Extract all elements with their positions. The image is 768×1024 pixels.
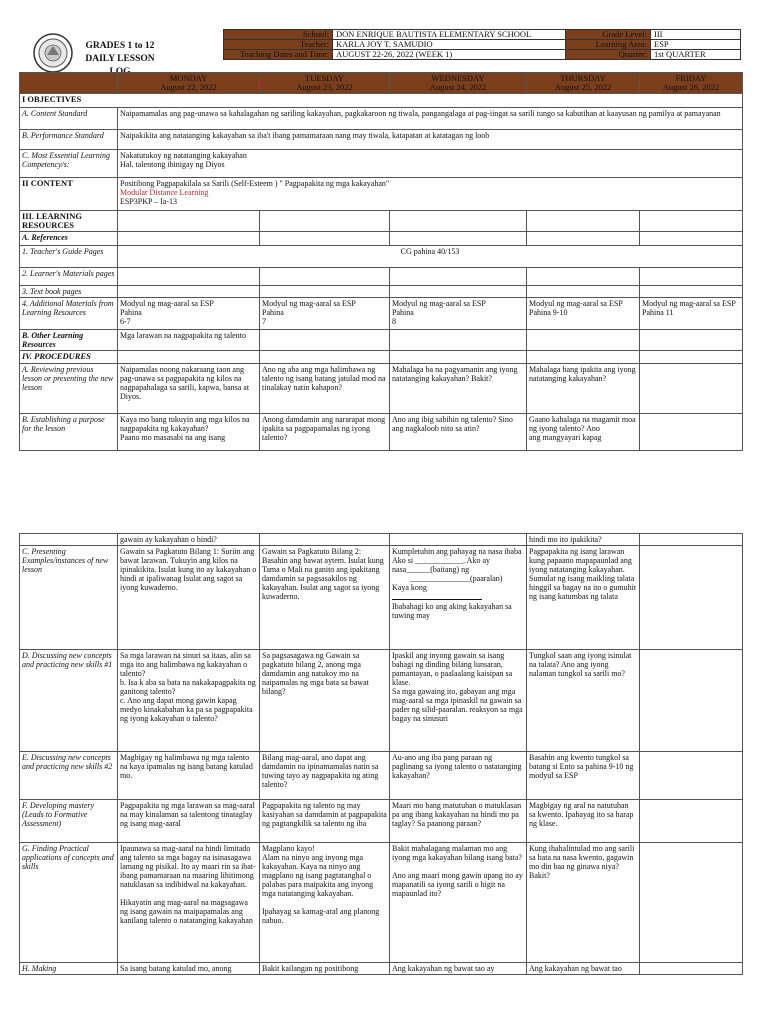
procedure-d-thursday: Tungkol saan ang iyong isinulat na talata? Ano ang iyong nalaman tungkol sa sarili mo? bbox=[527, 650, 640, 752]
procedure-h-wednesday: Ang kakayahan ng bawat tao ay bbox=[390, 963, 527, 975]
procedure-d-wednesday: Ipaskil ang inyong gawain sa isang bahagi ng dinding bilang lunsaran, pamantayan, o paalaalang kaisipan sa klase. Sa mga gawaing ito, gabayan ang mga mag-aaral sa mga ipinaskil na gawain sa pader ng silid-paaralan. reaksyon sa mga bagay na sinusuri bbox=[390, 650, 527, 752]
deped-seal-icon bbox=[33, 33, 73, 73]
procedure-b-label: B. Establishing a purpose for the lesson bbox=[20, 414, 118, 451]
procedure-a-wednesday: Mahalaga ba na pagyamanin ang iyong natatanging kakayahan? Bakit? bbox=[390, 364, 527, 414]
school-value: DON ENRIQUE BAUTISTA ELEMENTARY SCHOOL bbox=[333, 30, 566, 40]
dates-label: Teaching Dates and Time: bbox=[224, 50, 333, 60]
additional-thursday: Modyul ng mag-aaral sa ESP Pahina 9-10 bbox=[527, 298, 640, 330]
area-value: ESP bbox=[651, 40, 741, 50]
procedure-b-tuesday: Anong damdamin ang nararapat mong ipakita sa pagpapamalas ng iyong talento? bbox=[260, 414, 390, 451]
teacher-value: KARLA JOY T. SAMUDIO bbox=[333, 40, 566, 50]
teachers-guide-value: CG pahina 40/153 bbox=[118, 246, 743, 268]
header-info-table bbox=[223, 29, 741, 60]
competency-label: C. Most Essential Learning Competency/s: bbox=[20, 150, 118, 178]
procedure-h-monday: Sa isang batang katulad mo, anong bbox=[118, 963, 260, 975]
performance-standard-label: B. Performance Standard bbox=[20, 130, 118, 150]
textbook-label: 3. Text book pages bbox=[20, 286, 118, 298]
procedure-a-monday: Naipamalas noong nakaraang taon ang pag-unawa sa pagpapakita ng kilos na nagpapahalaga sa sarili, kapwa, bansa at Diyos. bbox=[118, 364, 260, 414]
day-header-wednesday: WEDNESDAY August 24, 2022 bbox=[390, 73, 527, 94]
log-title: DAILY LESSON bbox=[85, 54, 155, 64]
quarter-value: 1st QUARTER bbox=[651, 50, 741, 60]
day-header-monday: MONDAY August 22, 2022 bbox=[118, 73, 260, 94]
procedure-b-thursday: Gaano kahalaga na magamit moa ng iyong talento? Ano ang mangyayari kapag bbox=[527, 414, 640, 451]
dates-value: AUGUST 22-26, 2022 (WEEK 1) bbox=[333, 50, 566, 60]
day-header-tuesday: TUESDAY August 23, 2022 bbox=[260, 73, 390, 94]
procedure-c-label: C. Presenting Examples/instances of new lesson bbox=[20, 546, 118, 650]
objectives-title: I OBJECTIVES bbox=[20, 94, 743, 108]
page-1 bbox=[0, 0, 768, 470]
procedure-c-wednesday: Kumpletuhin ang pahayag na nasa ibaba Ako si ____________. Ako ay nasa______(baitang) ng _______________(paaralan) Kaya kong Ibabahagi ko ang aking kakayahan sa tuwing may bbox=[390, 546, 527, 650]
competency-line-2: Hal. talentong ibinigay ng Diyos bbox=[120, 160, 225, 169]
procedure-h-label: H. Making bbox=[20, 963, 118, 975]
content-title: II CONTENT bbox=[20, 178, 118, 211]
procedure-g-wednesday: Bakit mahalagang malaman mo ang iyong mga kakayahan bilang isang bata? Ano ang maari mong gawin upang ito ay mapanatili sa iyong sarili o higit na mapaunlad ito? bbox=[390, 843, 527, 963]
procedure-b-monday-cont: gawain ay kakayahan o hindi? bbox=[118, 534, 260, 546]
procedure-c-thursday: Pagpapakita ng isang larawan kung papaano mapapaunlad ang iyong natatanging kakayahan. Sumulat ng isang maikling talata hinggil sa bagay na ito o gumuhit ng isang katumbas ng talata bbox=[527, 546, 640, 650]
procedure-h-tuesday: Bakit kailangan ng positibong bbox=[260, 963, 390, 975]
lesson-log-table-page-1 bbox=[19, 72, 743, 451]
content-line-3: ESP3PKP – Ia-13 bbox=[120, 197, 178, 206]
procedure-a-label: A. Reviewing previous lesson or presenting the new lesson bbox=[20, 364, 118, 414]
procedure-d-monday: Sa mga larawan na sinuri sa itaas, alin sa mga ito ang halimbawa ng kakayahan o talento? b. Isa k aba sa bata na nakakapagpakita ng ganitong talento? c. Ano ang dapat mong gawin kapag medyo kinakabahan ka pa sa pagpapakita ng iyong kakayahan o talento? bbox=[118, 650, 260, 752]
procedure-d-tuesday: Sa pagsasagawa ng Gawain sa pagkatuto bilang 2, anong mga damdamin ang natukoy mo na naipamalas ng mga bata sa bawat bilang? bbox=[260, 650, 390, 752]
procedure-b-thursday-cont: hindi mo ito ipakikita? bbox=[527, 534, 640, 546]
procedure-e-thursday: Basahin ang kwento tungkol sa batang si Ento sa pahina 9-10 ng modyul sa ESP bbox=[527, 752, 640, 800]
procedure-c-monday: Gawain sa Pagkatuto Bilang 1: Suriin ang bawat larawan. Tukuyin ang kilos na ipinakikita. Isulat kung ito ay kakayahan o hindi at ipaliwanag Isulat ang sagot sa iyong kuwaderno. bbox=[118, 546, 260, 650]
grade-value: III bbox=[651, 30, 741, 40]
additional-friday: Modyul ng mag-aaral sa ESP Pahina 11 bbox=[640, 298, 743, 330]
competency-line-1: Nakatutukoy ng natatanging kakayahan bbox=[120, 151, 247, 160]
performance-standard-text: Naipakikita ang natatanging kakayahan sa iba't ibang pamamaraan nang may tiwala, katapatan at katatagan ng loob bbox=[118, 130, 743, 150]
procedure-g-monday: Ipaunawa sa mag-aaral na hindi limitado ang talento sa mga bagay na isinasagawa lamang ng pisikal. Ito ay maari rin sa ibat-ibang pamamaraan na maaring lihitimong natuklasan sa indibidwal na kakayahan. Hikayatin ang mag-aaral na magsagawa ng isang gawain na maipapamalas ang kanilang talento o natatanging kakayahan bbox=[118, 843, 260, 963]
procedure-f-wednesday: Maari mo bang matutuhan o matuklasan pa ang ibang kakayahan na hindi mo pa taglay? Sa paanong paraan? bbox=[390, 800, 527, 843]
procedure-g-tuesday: Magplano kayo! Alam na ninyo ang inyong mga kakayahan. Kaya na ninyo ang magplano ng isang pagtatanghal o palabas para maipakita ang inyong mga natatanging kakayahan. Ipahayag sa kamag-aral ang planong nabuo. bbox=[260, 843, 390, 963]
procedure-f-label: F. Developing mastery (Leads to Formative Assessment) bbox=[20, 800, 118, 843]
procedure-e-wednesday: Au-ano ang iba pang paraan ng paglinang sa iyong talento o natatanging kakayahan? bbox=[390, 752, 527, 800]
teachers-guide-label: 1. Teacher's Guide Pages bbox=[20, 246, 118, 268]
quarter-label: Quarter: bbox=[566, 50, 651, 60]
procedure-h-thursday: Ang kakayahan ng bawat tao bbox=[527, 963, 640, 975]
procedure-e-monday: Magbigay ng halimbawa ng mga talento na kaya ipamalas ng isang batang katulad mo. bbox=[118, 752, 260, 800]
procedure-f-monday: Pagpapakita ng mga larawan sa mag-aaral na may kinalaman sa talentong tinataglay ng isang mag-aaral bbox=[118, 800, 260, 843]
school-label: School: bbox=[224, 30, 333, 40]
program-label: GRADES 1 to 12 bbox=[85, 41, 155, 51]
other-resources-monday: Mga larawan na nagpapakita ng talento bbox=[118, 330, 260, 351]
day-header-thursday: THURSDAY August 25, 2022 bbox=[527, 73, 640, 94]
procedure-d-label: D. Discussing new concepts and practicing new skills #1 bbox=[20, 650, 118, 752]
content-standard-text: Naipamamalas ang pag-unawa sa kahalagahan ng sariling kakayahan, pagkakaroon ng tiwala, pangangalaga at pag-iingat sa sarili tungo sa kabutihan at kaayusan ng pamilya at pamayanan bbox=[118, 108, 743, 130]
procedure-b-wednesday: Ano ang ibig sabihin ng talento? Sino ang nagkaloob nito sa atin? bbox=[390, 414, 527, 451]
procedure-a-tuesday: Ano ng aba ang mga halimbawa ng talento ng isang batang jatulad mod na tinalakay natin kahapon? bbox=[260, 364, 390, 414]
page-2 bbox=[0, 531, 768, 1024]
corner-cell bbox=[20, 73, 118, 94]
procedures-title: IV. PROCEDURES bbox=[20, 351, 118, 364]
procedure-g-label: G. Finding Practical applications of concepts and skills bbox=[20, 843, 118, 963]
additional-wednesday: Modyul ng mag-aaral sa ESP Pahina 8 bbox=[390, 298, 527, 330]
procedure-f-tuesday: Pagpapakita ng talento ng may kasiyahan sa damdamin at pagpapakita ng pagtangkilik sa talento ng iba bbox=[260, 800, 390, 843]
grade-label: Grade Level: bbox=[566, 30, 651, 40]
additional-monday: Modyul ng mag-aaral sa ESP Pahina 6-7 bbox=[118, 298, 260, 330]
other-resources-label: B. Other Learning Resources bbox=[20, 330, 118, 351]
procedure-g-thursday: Kung ihahalintulad mo ang sarili sa bata na nasa kwento, gagawin mo din baa ng ginawa niya? Bakit? bbox=[527, 843, 640, 963]
procedure-e-label: E. Discussing new concepts and practicing new skills #2 bbox=[20, 752, 118, 800]
additional-tuesday: Modyul ng mag-aaral sa ESP Pahina 7 bbox=[260, 298, 390, 330]
procedure-e-tuesday: Bilang mag-aaral, ano dapat ang damdamin na ipinamamalas natin sa tuwing tayo ay nagpapakita ng ating talento? bbox=[260, 752, 390, 800]
procedure-b-monday: Kaya mo bang tukuyin ang mga kilos na nagpapakita ng kakayahan? Paano mo masasabi na ang isang bbox=[118, 414, 260, 451]
area-label: Learning Area: bbox=[566, 40, 651, 50]
resources-title: III. LEARNING RESOURCES bbox=[20, 211, 118, 232]
procedure-a-thursday: Mahalaga bang ipakita ang iyong natatanging kakayahan? bbox=[527, 364, 640, 414]
content-standard-label: A. Content Standard bbox=[20, 108, 118, 130]
content-line-2: Modular Distance Learning bbox=[120, 188, 209, 197]
teacher-label: Teacher: bbox=[224, 40, 333, 50]
procedure-c-tuesday: Gawain sa Pagkatuto Bilang 2: Basahin ang bawat aytem. Isulat kung Tama o Mali na ganito ang ipakitang damdamin sa pagsasakilos ng kakayahan. Isulat ang sagot sa iyong kuwaderno. bbox=[260, 546, 390, 650]
lesson-log-table-page-2 bbox=[19, 533, 743, 975]
procedure-f-thursday: Magbigay ng aral na natutuhan sa kwento. Ipahayag ito sa harap ng klase. bbox=[527, 800, 640, 843]
competency-text bbox=[118, 150, 743, 178]
learners-materials-label: 2. Learner's Materials pages bbox=[20, 268, 118, 286]
content-text bbox=[118, 178, 743, 211]
additional-materials-label: 4. Additional Materials from Learning Resources bbox=[20, 298, 118, 330]
day-header-friday: FRIDAY August 26, 2022 bbox=[640, 73, 743, 94]
references-label: A. References bbox=[20, 232, 118, 246]
content-line-1: Positibong Pagpapakilala sa Sarili (Self-Esteem ) " Pagpapakita ng mga kakayahan" bbox=[120, 179, 390, 188]
